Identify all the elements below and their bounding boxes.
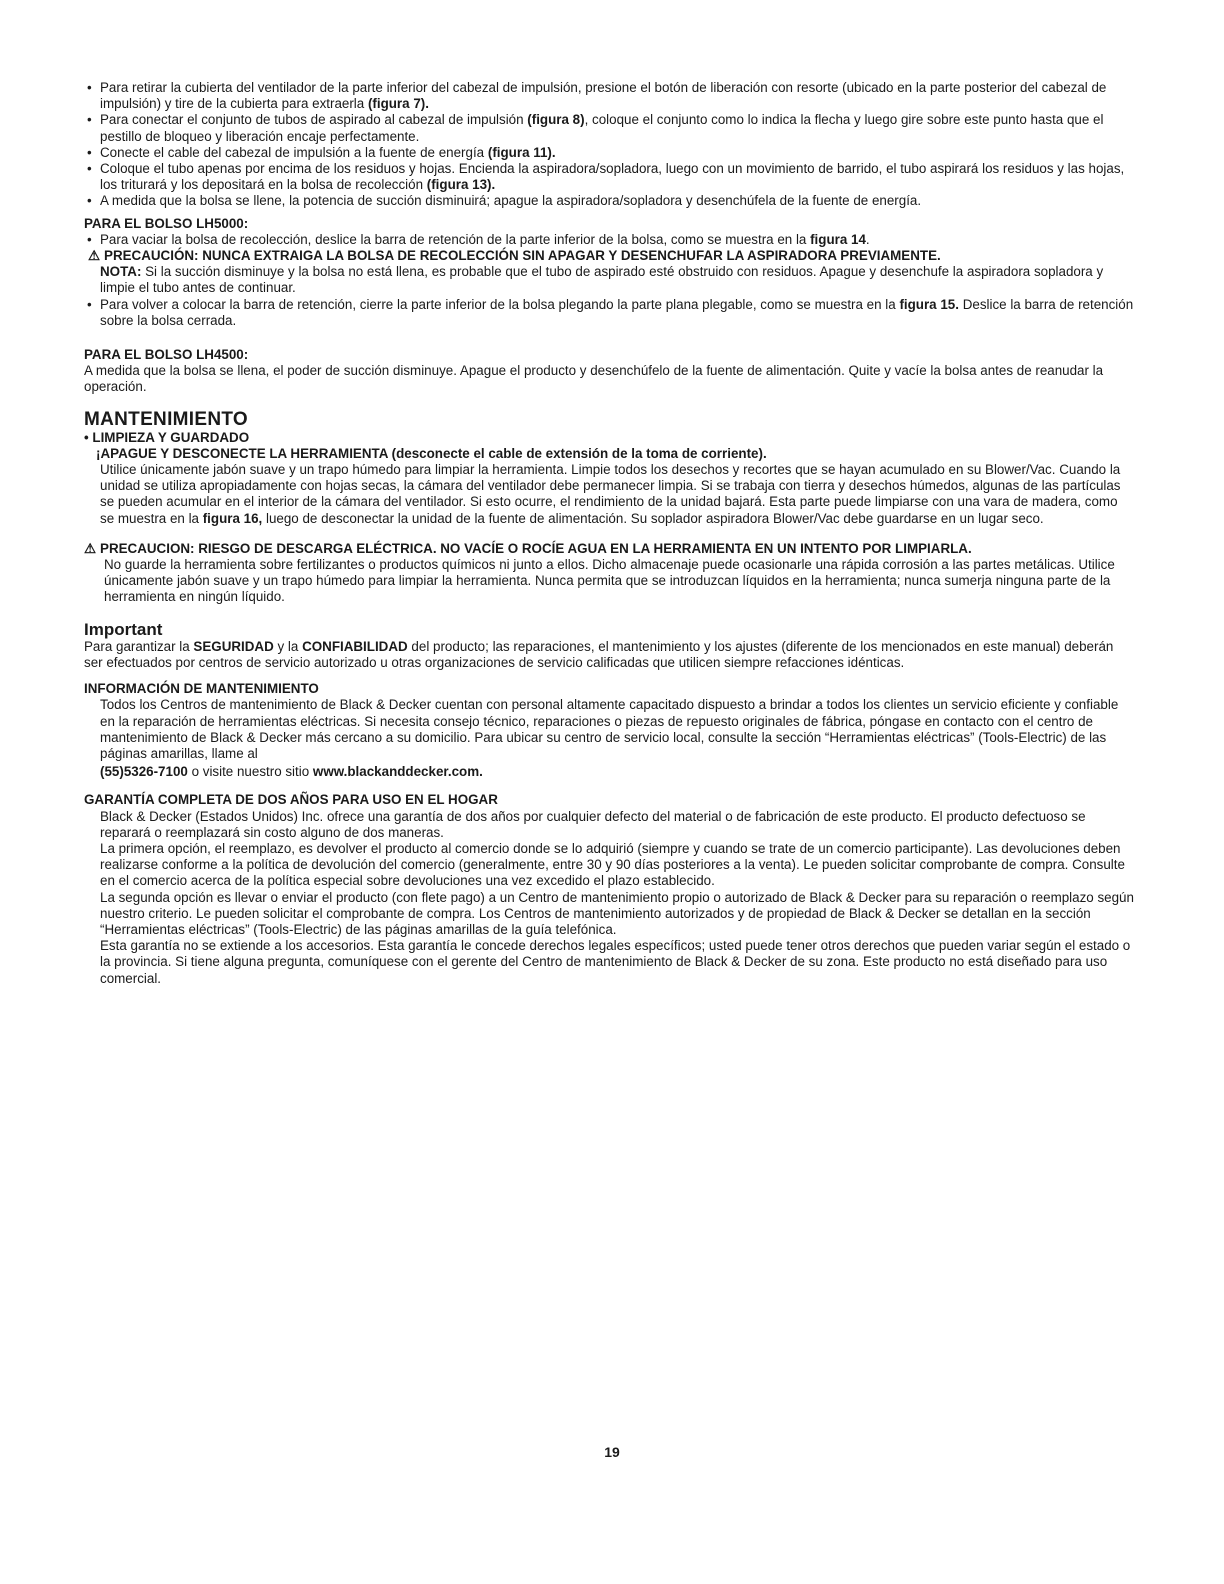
list-item xyxy=(84,145,1134,161)
caution-text: PRECAUCION: RIESGO DE DESCARGA ELÉCTRICA. NO VACÍE O ROCÍE AGUA EN LA HERRAMIENTA EN UN INTENTO POR LIMPIARLA. xyxy=(100,540,972,556)
warranty-p4: “Herramientas eléctricas” (Tools-Electric) de las páginas amarillas de la guía telefónica. xyxy=(100,921,617,937)
lh5000-note xyxy=(84,264,1134,296)
website-link[interactable]: www.blackanddecker.com. xyxy=(312,764,483,780)
figure-ref: (figura 7). xyxy=(367,96,429,112)
service-text: Todos los Centros de mantenimiento de Black & Decker cuentan con personal altamente capacitado dispuesto a brindar a todos los clientes un servicio eficiente y confiable en la reparación de herramientas eléctricas. Si necesita consejo técnico, reparaciones o piezas de repuesto originales de fábrica, póngase en contacto con el centro de mantenimiento de Black & Decker más cercano a su domicilio. Para ubicar su centro de servicio local, consulte la sección “Herramientas eléctricas” (Tools-Electric) de las páginas amarillas, llame al xyxy=(100,697,1119,761)
important-bold-2: CONFIABILIDAD xyxy=(302,638,408,654)
figure-ref: figura 14 xyxy=(810,231,866,247)
lh5000-caution xyxy=(84,248,1134,264)
maintenance-text xyxy=(84,462,1134,527)
bullet-text: A medida que la bolsa se llene, la potencia de succión disminuirá; apague la aspiradora/sopladora y desenchúfela de la fuente de energía. xyxy=(100,193,922,209)
important-bold-1: SEGURIDAD xyxy=(193,638,274,654)
list-item xyxy=(84,112,1134,144)
service-contact xyxy=(84,764,1134,780)
lh5000-list xyxy=(84,232,1134,248)
note-label: NOTA: xyxy=(100,264,142,280)
important-text xyxy=(84,639,1134,671)
important-text-2: y la xyxy=(273,638,303,654)
service-contact-text: o visite nuestro sitio xyxy=(187,764,313,780)
lh4500-text: A medida que la bolsa se llena, el poder de succión disminuye. Apague el producto y desenchúfelo de la fuente de alimentación. Quite y vacíe la bolsa antes de reanudar la operación. xyxy=(84,363,1104,395)
bullet-text-after: . xyxy=(865,231,870,247)
figure-ref: figura 15. xyxy=(899,296,959,312)
bullet-text: Para vaciar la bolsa de recolección, deslice la barra de retención de la parte inferior de la bolsa, como se muestra en la xyxy=(100,231,811,247)
lh5000-list-2 xyxy=(84,297,1134,329)
list-item xyxy=(84,297,1134,329)
lh5000-heading: PARA EL BOLSO LH5000: xyxy=(84,215,249,231)
maintenance-title: MANTENIMIENTO xyxy=(84,408,248,430)
maintenance-body: Utilice únicamente jabón suave y un trapo húmedo para limpiar la herramienta. Limpie todos los desechos y recortes que se hayan acumulado en su Blower/Vac. Cuando la unidad se utiliza apropiadamente con hojas secas, la cámara del ventilador debe permanecer limpia. Si se trabaja con tierra y desechos húmedos, algunas de las partículas se pueden acumular en el interior de la cámara del ventilador. Si esto ocurre, el rendimiento de la unidad bajará. Esta parte puede limpiarse con una vara de madera, como se muestra en la xyxy=(100,462,1121,526)
warranty-p2: La primera opción, el reemplazo, es devolver el producto al comercio donde se lo adquirió (siempre y cuando se trate de un comercio participante). Las devoluciones deben realizarse conforme a la política de devolución del comercio (generalmente, entre 30 y 90 días posteriores a la venta). Le pueden solicitar comprobante de compra. Consulte en el comercio acerca de la política especial sobre devoluciones una vez excedido el plazo establecido. xyxy=(100,840,1125,889)
warranty-heading: GARANTÍA COMPLETA DE DOS AÑOS PARA USO EN EL HOGAR xyxy=(84,792,498,808)
bullet-text: Coloque el tubo apenas por encima de los residuos y hojas. Encienda la aspiradora/sopladora, luego con un movimiento de barrido, el tubo aspirará los residuos y las hojas, los triturará y los depositará en la bolsa de recolección xyxy=(100,161,1125,193)
bullet-text: Para volver a colocar la barra de retención, cierre la parte inferior de la bolsa plegando la parte plana plegable, como se muestra en la xyxy=(100,296,900,312)
lh4500-heading: PARA EL BOLSO LH4500: xyxy=(84,347,249,363)
intro-bullet-list xyxy=(84,80,1134,210)
page-content xyxy=(84,80,1134,987)
page-number: 19 xyxy=(604,1444,620,1460)
maintenance-warning: ¡APAGUE Y DESCONECTE LA HERRAMIENTA (desconecte el cable de extensión de la toma de corriente). xyxy=(96,445,767,461)
caution-text: PRECAUCIÓN: NUNCA EXTRAIGA LA BOLSA DE RECOLECCIÓN SIN APAGAR Y DESENCHUFAR LA ASPIRADORA PREVIAMENTE. xyxy=(104,248,941,264)
figure-ref: (figura 8) xyxy=(527,112,585,128)
note-text: Si la succión disminuye y la bolsa no está llena, es probable que el tubo de aspirado esté obstruido con residuos. Apague y desenchufe la aspiradora sopladora y limpie el tubo antes de continuar. xyxy=(100,264,1104,296)
figure-ref: figura 16, xyxy=(202,510,263,526)
list-item xyxy=(84,232,1134,248)
important-text-1: Para garantizar la xyxy=(84,638,194,654)
warning-icon: ⚠ xyxy=(84,540,97,556)
warranty-p3: La segunda opción es llevar o enviar el producto (con flete pago) a un Centro de mantenimiento propio o autorizado de Black & Decker para su reparación o reemplazo según nuestro criterio. Le pueden solicitar el comprobante de compra. Los Centros de mantenimiento autorizados y de propiedad de Black & Decker se detallan en la sección xyxy=(100,889,1134,921)
shock-text: No guarde la herramienta sobre fertilizantes o productos químicos ni junto a ellos. Dicho almacenaje puede ocasionarle una rápida corrosión a las partes metálicas. Utilice únicamente jabón suave y un trapo húmedo para limpiar la herramienta. Nunca permita que se introduzcan líquidos en la herramienta; nunca sumerja ninguna parte de la herramienta en ningún líquido. xyxy=(104,557,1115,605)
bullet-text: Conecte el cable del cabezal de impulsión a la fuente de energía xyxy=(100,144,488,160)
warning-icon: ⚠ xyxy=(88,248,101,264)
list-item xyxy=(84,80,1134,112)
important-title: Important xyxy=(84,619,163,639)
bullet-text: Para retirar la cubierta del ventilador de la parte inferior del cabezal de impulsión, presione el botón de liberación con resorte (ubicado en la parte posterior del cabezal de impulsión) y tire de la cubierta para extraerla xyxy=(100,80,1107,112)
maintenance-subtitle: • LIMPIEZA Y GUARDADO xyxy=(84,429,250,445)
maintenance-body-after: luego de desconectar la unidad de la fuente de alimentación. Su soplador aspiradora Blower/Vac debe guardarse en un lugar seco. xyxy=(262,510,1044,526)
shock-caution xyxy=(84,541,1134,557)
phone-number: (55)5326-7100 xyxy=(100,764,188,780)
bullet-text: Para conectar el conjunto de tubos de aspirado al cabezal de impulsión xyxy=(100,112,528,128)
list-item xyxy=(84,161,1134,193)
figure-ref: (figura 13). xyxy=(426,177,496,193)
bullet-text-after: , coloque el conjunto como lo indica la flecha y luego gire sobre este punto hasta que el pestillo de bloqueo y liberación encaje perfectamente. xyxy=(100,112,1104,144)
warranty-p1: Black & Decker (Estados Unidos) Inc. ofrece una garantía de dos años por cualquier defecto del material o de fabricación de este producto. El producto defectuoso se reparará o reemplazará sin costo alguno de dos maneras. xyxy=(100,808,1086,840)
warranty-p5: Esta garantía no se extiende a los accesorios. Esta garantía le concede derechos legales específicos; usted puede tener otros derechos que pueden variar según el estado o la provincia. Si tiene alguna pregunta, comuníquese con el gerente del Centro de mantenimiento de Black & Decker de su zona. Este producto no está diseñado para uso comercial. xyxy=(100,938,1131,986)
list-item xyxy=(84,193,1134,209)
bullet-text-after: Deslice la barra de retención sobre la bolsa cerrada. xyxy=(100,296,1134,328)
service-heading: INFORMACIÓN DE MANTENIMIENTO xyxy=(84,681,319,697)
important-text-3: del producto; las reparaciones, el mantenimiento y los ajustes (diferente de los mencionados en este manual) deberán ser efectuados por centros de servicio autorizado u otras organizaciones de servicio calificadas que utilicen siempre refacciones idénticas. xyxy=(84,638,1114,670)
figure-ref: (figura 11). xyxy=(487,144,556,160)
